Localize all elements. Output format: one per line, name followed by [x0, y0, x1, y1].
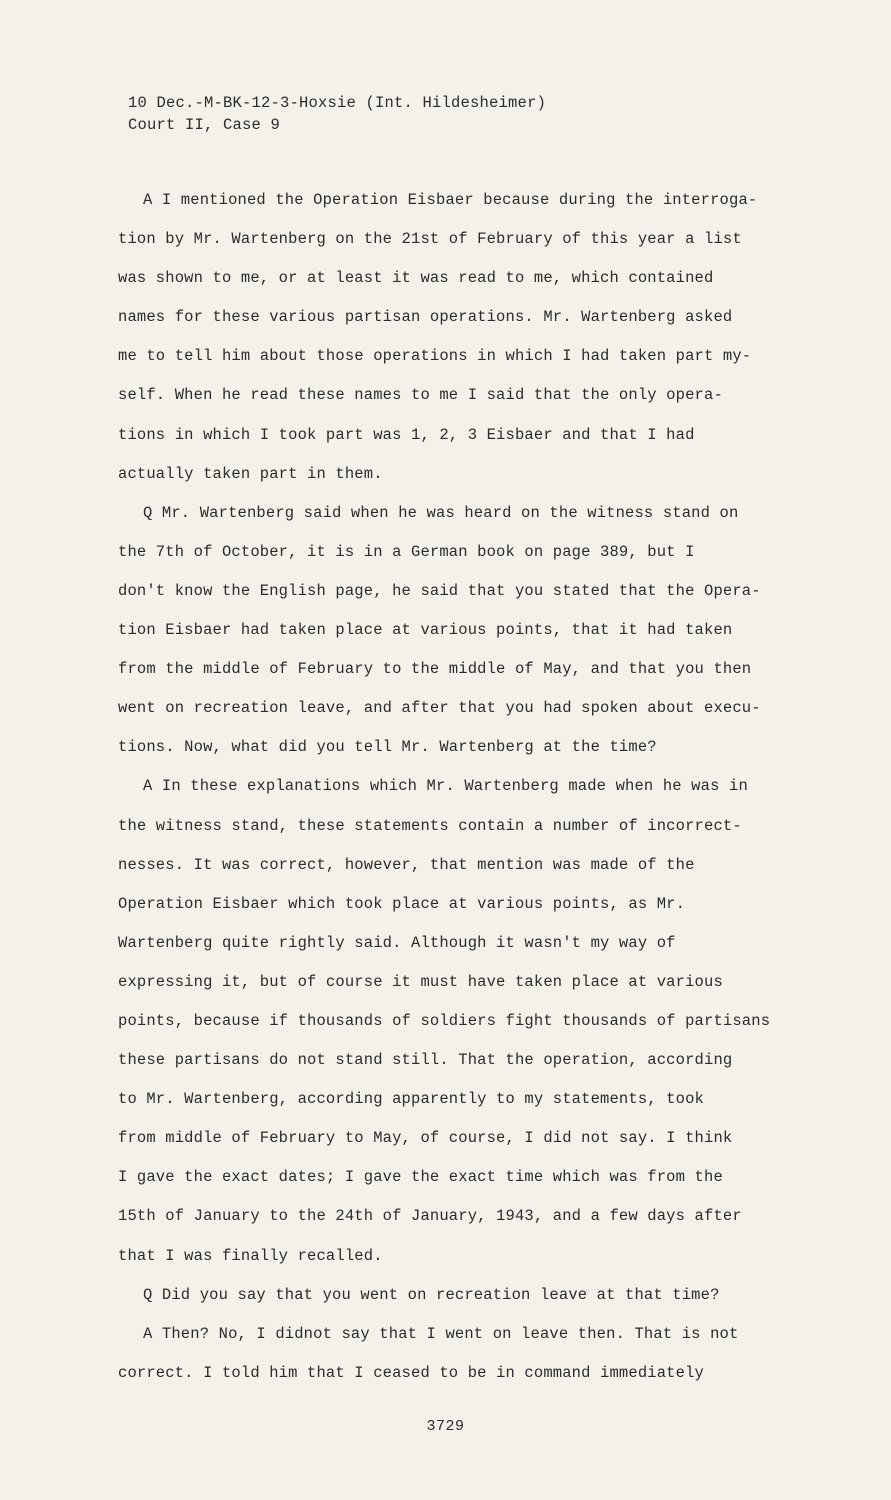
text-line: tions in which I took part was 1, 2, 3 Eisbaer and that I had: [118, 425, 695, 444]
text-line: went on recreation leave, and after that you had spoken about execu-: [118, 699, 761, 718]
text-line: A In these explanations which Mr. Wartenberg made when he was in: [143, 777, 748, 796]
text-line: don't know the English page, he said that you stated that the Opera-: [118, 581, 761, 600]
text-line: Q Mr. Wartenberg said when he was heard on the witness stand on: [143, 503, 739, 522]
text-line: expressing it, but of course it must have taken place at various: [118, 972, 723, 991]
text-line: tion by Mr. Wartenberg on the 21st of February of this year a list: [118, 230, 742, 249]
text-line: self. When he read these names to me I said that the only opera-: [118, 386, 723, 405]
text-line: 15th of January to the 24th of January, 1943, and a few days after: [118, 1207, 742, 1226]
text-line: Wartenberg quite rightly said. Although it wasn't my way of: [118, 933, 676, 952]
text-line: was shown to me, or at least it was read to me, which contained: [118, 269, 714, 288]
text-line: Q Did you say that you went on recreation leave at that time?: [143, 1285, 720, 1304]
page-number: 3729: [426, 1418, 465, 1435]
text-line: points, because if thousands of soldiers fight thousands of partisans: [118, 1011, 771, 1030]
text-line: from the middle of February to the middle of May, and that you then: [118, 660, 752, 679]
text-line: that I was finally recalled.: [118, 1246, 383, 1265]
header-line-1: 10 Dec.-M-BK-12-3-Hoxsie (Int. Hildesheimer): [128, 94, 547, 112]
text-line: nesses. It was correct, however, that mention was made of the: [118, 855, 695, 874]
text-line: A Then? No, I didnot say that I went on leave then. That is not: [143, 1324, 739, 1343]
text-line: me to tell him about those operations in which I had taken part my-: [118, 347, 752, 366]
text-line: from middle of February to May, of course, I did not say. I think: [118, 1129, 733, 1148]
text-line: actually taken part in them.: [118, 464, 383, 483]
text-line: names for these various partisan operations. Mr. Wartenberg asked: [118, 308, 733, 327]
text-line: I gave the exact dates; I gave the exact time which was from the: [118, 1168, 723, 1187]
transcript-body: [118, 188, 798, 1400]
text-line: Operation Eisbaer which took place at various points, as Mr.: [118, 894, 686, 913]
text-line: the 7th of October, it is in a German book on page 389, but I: [118, 542, 695, 561]
text-line: tion Eisbaer had taken place at various points, that it had taken: [118, 621, 733, 640]
text-line: the witness stand, these statements contain a number of incorrect-: [118, 816, 742, 835]
text-line: correct. I told him that I ceased to be in command immediately: [118, 1363, 704, 1382]
text-line: tions. Now, what did you tell Mr. Wartenberg at the time?: [118, 738, 657, 757]
document-header: [128, 92, 546, 136]
header-line-2: Court II, Case 9: [128, 116, 281, 134]
text-line: these partisans do not stand still. That the operation, according: [118, 1051, 733, 1070]
text-line: to Mr. Wartenberg, according apparently to my statements, took: [118, 1090, 704, 1109]
text-line: A I mentioned the Operation Eisbaer because during the interroga-: [143, 191, 758, 209]
